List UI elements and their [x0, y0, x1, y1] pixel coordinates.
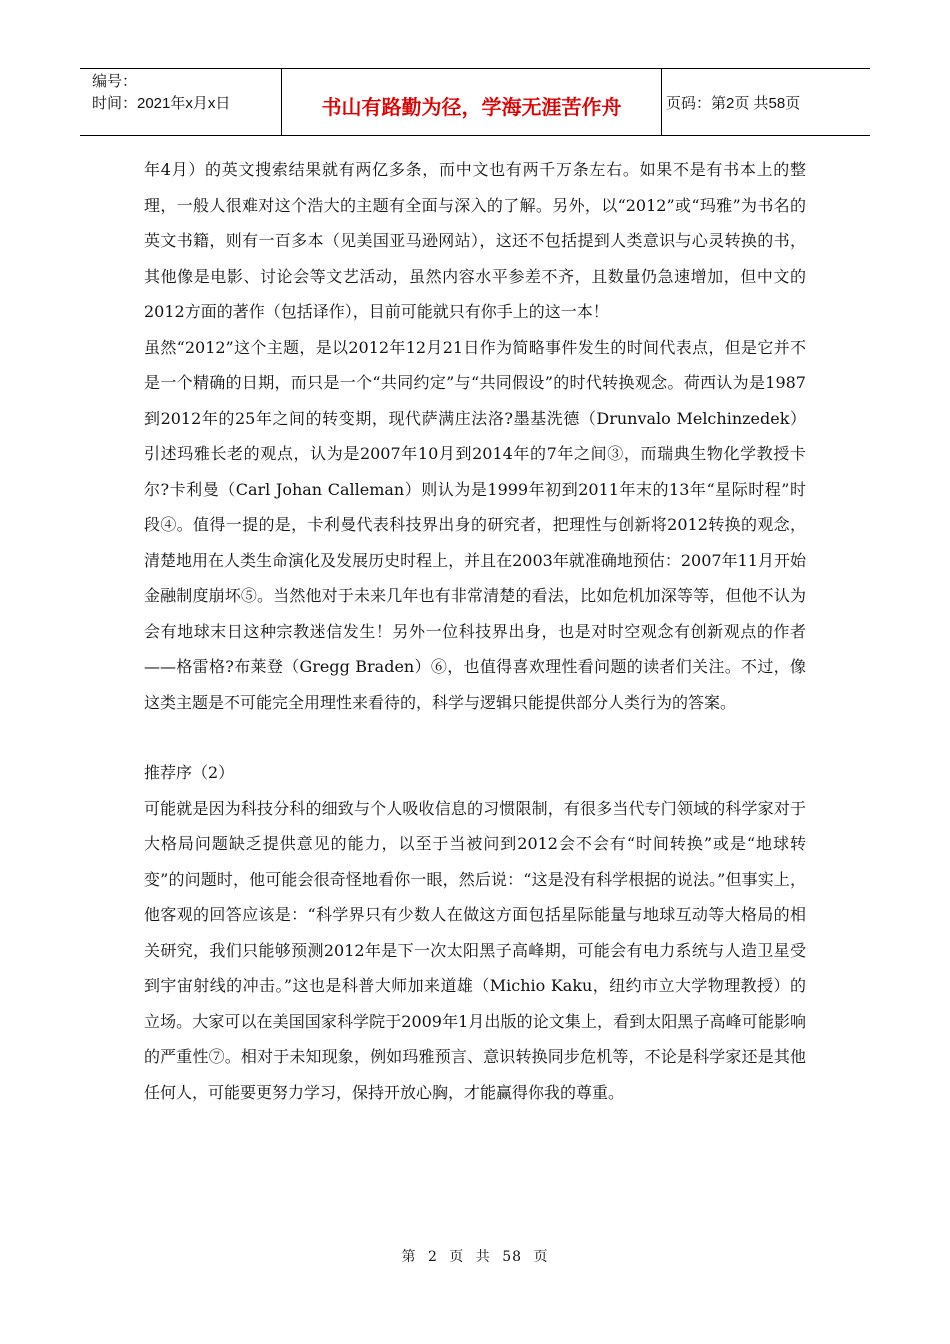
document-number-label: 编号： [92, 73, 138, 90]
page-header [80, 68, 870, 136]
header-meta-cell [80, 69, 282, 135]
paragraph-gap [144, 720, 806, 755]
section-heading: 推荐序（2） [144, 763, 235, 782]
paragraph-date-discussion: 虽然“2012”这个主题，是以2012年12月21日作为简略事件发生的时间代表点，但是它并不是一个精确的日期，而只是一个“共同约定”与“共同假设”的时代转换观念。荷西认为是1987到2012年的25年之间的转变期，现代萨满庄法洛?墨基洗德（Drunvalo Melchinzedek）引述玛雅长老的观点，认为是2007年10月到2014年的7年之间③，而瑞典生物化学教授卡尔?卡利曼（Carl Johan Calleman）则认为是1999年初到2011年末的13年“星际时程”时段④。值得一提的是，卡利曼代表科技界出身的研究者，把理性与创新将2012转换的观念，清楚地用在人类生命演化及发展历史时程上，并且在2003年就准确地预估：2007年11月开始金融制度崩坏⑤。当然他对于未来几年也有非常清楚的看法，比如危机加深等等，但他不认为会有地球末日这种宗教迷信发生！另外一位科技界出身，也是对时空观念有创新观点的作者——格雷格?布莱登（Gregg Braden）⑥，也值得喜欢理性看问题的读者们关注。不过，像这类主题是不可能完全用理性来看待的，科学与逻辑只能提供部分人类行为的答案。 [144, 337, 806, 712]
header-page-info: 页码：第2页 共58页 [666, 94, 801, 112]
paragraph-science-view: 可能就是因为科技分科的细致与个人吸收信息的习惯限制，有很多当代专门领域的科学家对于大格局问题缺乏提供意见的能力，以至于当被问到2012会不会有“时间转换”或是“地球转变”的问题时，他可能会很奇怪地看你一眼，然后说：“这是没有科学根据的说法。”但事实上，他客观的回答应该是：“科学界只有少数人在做这方面包括星际能量与地球互动等大格局的相关研究，我们只能够预测2012年是下一次太阳黑子高峰期，可能会有电力系统与人造卫星受到宇宙射线的冲击。”这也是科普大师加来道雄（Michio Kaku，纽约市立大学物理教授）的立场。大家可以在美国国家科学院于2009年1月出版的论文集上，看到太阳黑子高峰可能影响的严重性⑦。相对于未知现象，例如玛雅预言、意识转换同步危机等，不论是科学家还是其他任何人，可能要更努力学习，保持开放心胸，才能赢得你我的尊重。 [144, 798, 806, 1102]
header-motto: 书山有路勤为径，学海无涯苦作舟 [282, 69, 662, 135]
paragraph-continued: 年4月）的英文搜索结果就有两亿多条，而中文也有两千万条左右。如果不是有书本上的整理，一般人很难对这个浩大的主题有全面与深入的了解。另外，以“2012”或“玛雅”为书名的英文书籍，则有一百多本（见美国亚马逊网站），这还不包括提到人类意识与心灵转换的书，其他像是电影、讨论会等文艺活动，虽然内容水平参差不齐，且数量仍急速增加，但中文的2012方面的著作（包括译作），目前可能就只有你手上的这一本！ [144, 160, 806, 321]
document-time-label: 时间：2021年x月x日 [92, 95, 231, 112]
page-footer: 第 2 页 共 58 页 [401, 1249, 549, 1265]
document-body [144, 152, 806, 1110]
